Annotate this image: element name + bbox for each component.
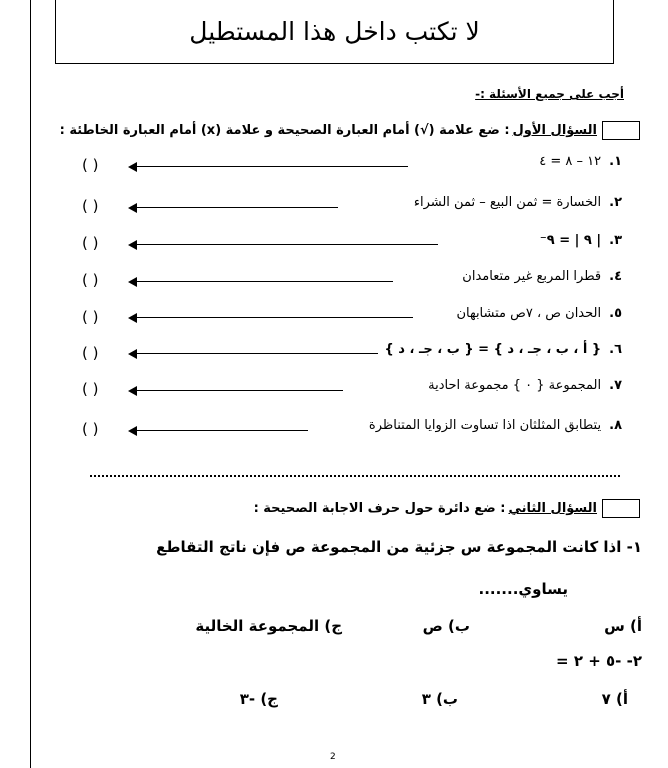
answer-parentheses[interactable]: ( ) [82, 380, 99, 398]
true-false-item [414, 195, 622, 210]
item-text: المجموعة { ٠ } مجموعة احادية [428, 378, 602, 393]
arrow-line [128, 240, 438, 250]
score-box [602, 499, 640, 518]
item-text: يتطابق المثلثان اذا تساوت الزوايا المتناظرة [368, 418, 602, 433]
answer-parentheses[interactable]: ( ) [82, 197, 99, 215]
score-box [602, 121, 640, 140]
mcq-question-line: ٢- -٥ + ٢ = [556, 652, 642, 670]
question-2-label: السؤال الثاني [508, 501, 597, 516]
section-divider [90, 475, 620, 477]
arrow-line [128, 277, 393, 287]
true-false-item [540, 233, 622, 248]
true-false-item [369, 418, 622, 433]
arrow-line [128, 386, 343, 396]
item-text: الخسارة = ثمن البيع – ثمن الشراء [413, 195, 602, 210]
question-1-heading [60, 121, 640, 140]
question-2-text: : ضع دائرة حول حرف الاجابة الصحيحة : [253, 501, 506, 516]
do-not-write-box [55, 0, 614, 64]
answer-parentheses[interactable]: ( ) [82, 420, 99, 438]
instructions: أجب على جميع الأسئلة :- [475, 87, 624, 101]
item-number: ٤. [609, 269, 622, 284]
arrow-line [128, 349, 378, 359]
answer-parentheses[interactable]: ( ) [82, 156, 99, 174]
mcq-question-line: يساوي....... [478, 580, 568, 598]
item-text: الحدان ص ، ٧ص متشابهان [456, 306, 602, 321]
mcq-option-a[interactable]: أ) س [604, 617, 642, 635]
true-false-item [539, 154, 622, 169]
item-number: ١. [609, 154, 622, 169]
mcq-option-b[interactable]: ب) ٣ [421, 690, 458, 708]
item-text: | ٩ | = ٩⁻ [539, 233, 602, 248]
header-title: لا تكتب داخل هذا المستطيل [189, 17, 480, 46]
question-2-heading [254, 499, 640, 518]
true-false-item [462, 269, 622, 284]
arrow-line [128, 426, 308, 436]
arrow-line [128, 162, 408, 172]
item-number: ٥. [609, 306, 622, 321]
answer-parentheses[interactable]: ( ) [82, 234, 99, 252]
mcq-option-c[interactable]: ج) -٣ [239, 690, 278, 708]
page-frame-left-border [30, 0, 31, 768]
answer-parentheses[interactable]: ( ) [82, 271, 99, 289]
item-number: ٧. [609, 378, 622, 393]
question-1-label: السؤال الأول [512, 123, 597, 138]
page-number: 2 [330, 752, 336, 762]
answer-parentheses[interactable]: ( ) [82, 308, 99, 326]
mcq-option-c[interactable]: ج) المجموعة الخالية [195, 617, 342, 635]
arrow-line [128, 313, 413, 323]
true-false-item [385, 342, 622, 357]
item-number: ٦. [609, 342, 622, 357]
mcq-option-b[interactable]: ب) ص [422, 617, 470, 635]
mcq-option-a[interactable]: أ) ٧ [601, 690, 628, 708]
item-text: ١٢ – ٨ = ٤ [539, 154, 602, 169]
true-false-item [428, 378, 622, 393]
item-text: { أ ، ب ، جـ ، د } = { ب ، جـ ، د } [384, 342, 602, 357]
question-1-text: : ضع علامة (√) أمام العبارة الصحيحة و علامة (x) أمام العبارة الخاطئة : [59, 123, 510, 138]
item-number: ٢. [609, 195, 622, 210]
item-number: ٨. [609, 418, 622, 433]
item-text: قطرا المربع غير متعامدان [462, 269, 602, 284]
mcq-question-line: ١- اذا كانت المجموعة س جزئية من المجموعة ص فإن ناتج التقاطع [156, 538, 642, 556]
item-number: ٣. [609, 233, 622, 248]
arrow-line [128, 203, 338, 213]
true-false-item [456, 306, 622, 321]
answer-parentheses[interactable]: ( ) [82, 344, 99, 362]
